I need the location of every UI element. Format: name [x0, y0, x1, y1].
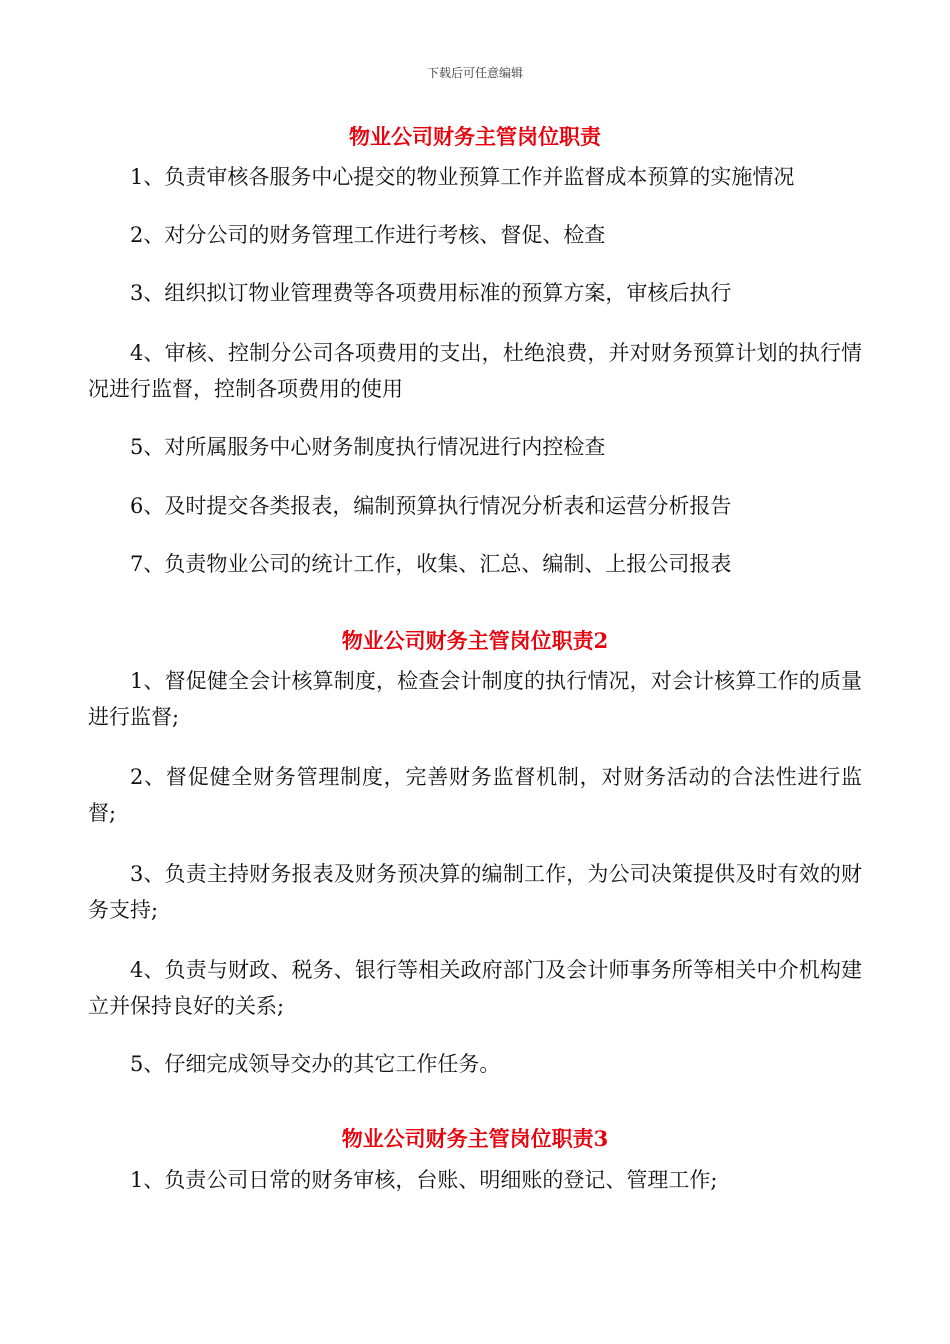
section-1-item-1: 1、负责审核各服务中心提交的物业预算工作并监督成本预算的实施情况: [130, 165, 795, 189]
section-3-item-1: 1、负责公司日常的财务审核，台账、明细账的登记、管理工作;: [130, 1168, 718, 1192]
section-2-item-5: 5、仔细完成领导交办的其它工作任务。: [130, 1052, 501, 1076]
section-2-item-4: 4、负责与财政、税务、银行等相关政府部门及会计师事务所等相关中介机构建立并保持良好的关系;: [88, 958, 862, 1018]
page-header-note: 下载后可任意编辑: [426, 66, 523, 80]
section-2-item-3: 3、负责主持财务报表及财务预决算的编制工作，为公司决策提供及时有效的财务支持;: [88, 862, 862, 922]
section-1-item-5: 5、对所属服务中心财务制度执行情况进行内控检查: [130, 435, 606, 459]
section-title-2: 物业公司财务主管岗位职责2: [341, 628, 609, 653]
section-title-3: 物业公司财务主管岗位职责3: [341, 1126, 609, 1151]
section-1-item-4: 4、审核、控制分公司各项费用的支出，杜绝浪费，并对财务预算计划的执行情况进行监督，控制各项费用的使用: [88, 341, 862, 401]
section-title-1: 物业公司财务主管岗位职责: [349, 124, 601, 149]
section-2-item-1: 1、督促健全会计核算制度，检查会计制度的执行情况，对会计核算工作的质量进行监督;: [88, 669, 862, 729]
section-2-item-2: 2、督促健全财务管理制度，完善财务监督机制，对财务活动的合法性进行监督;: [88, 765, 862, 825]
section-1-item-2: 2、对分公司的财务管理工作进行考核、督促、检查: [130, 223, 606, 247]
section-1-item-7: 7、负责物业公司的统计工作，收集、汇总、编制、上报公司报表: [130, 552, 732, 576]
section-1-item-3: 3、组织拟订物业管理费等各项费用标准的预算方案，审核后执行: [130, 281, 732, 305]
section-1-item-6: 6、及时提交各类报表，编制预算执行情况分析表和运营分析报告: [130, 494, 732, 518]
